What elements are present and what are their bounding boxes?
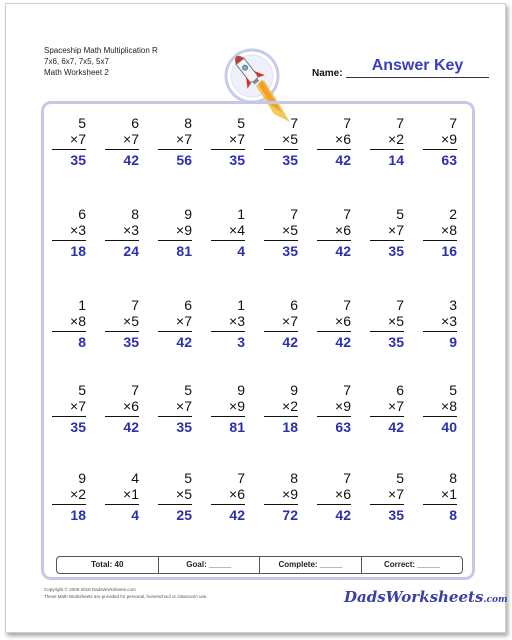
- answer: 3: [237, 334, 245, 350]
- multiplier: ×3: [229, 313, 245, 329]
- total-cell: Total: 40: [91, 560, 124, 569]
- multiplicand: 6: [396, 382, 404, 398]
- score-bar: [56, 556, 463, 574]
- problem-rule: [423, 331, 457, 332]
- answer: 63: [441, 152, 457, 168]
- answer: 35: [388, 243, 404, 259]
- multiplicand: 7: [396, 115, 404, 131]
- multiplier: ×7: [123, 131, 139, 147]
- problem-row: [46, 298, 470, 358]
- multiplicand: 2: [449, 206, 457, 222]
- problem-rule: [264, 504, 298, 505]
- answer: 25: [176, 507, 192, 523]
- multiplicand: 1: [237, 206, 245, 222]
- logo-suffix: .com: [483, 595, 508, 605]
- multiplier: ×5: [176, 486, 192, 502]
- problem-rule: [158, 504, 192, 505]
- problem-row: [46, 207, 470, 267]
- multiplicand: 5: [184, 382, 192, 398]
- problem-rule: [317, 416, 351, 417]
- multiplicand: 5: [396, 470, 404, 486]
- problem-rule: [211, 149, 245, 150]
- answer: 42: [176, 334, 192, 350]
- answer: 18: [70, 507, 86, 523]
- multiplicand: 8: [131, 206, 139, 222]
- multiplier: ×2: [70, 486, 86, 502]
- multiplicand: 8: [449, 470, 457, 486]
- multiplier: ×9: [176, 222, 192, 238]
- copyright-line: Copyright © 2008-2018 DadsWorksheets.com: [44, 587, 136, 592]
- multiplier: ×8: [441, 398, 457, 414]
- multiplier: ×3: [441, 313, 457, 329]
- answer: 18: [70, 243, 86, 259]
- problem-rule: [105, 331, 139, 332]
- answer: 35: [176, 419, 192, 435]
- problem-rule: [423, 240, 457, 241]
- problem-rule: [52, 416, 86, 417]
- answer: 14: [388, 152, 404, 168]
- answer: 8: [78, 334, 86, 350]
- problem-rule: [370, 240, 404, 241]
- problem-rule: [264, 416, 298, 417]
- problem-rule: [52, 149, 86, 150]
- multiplier: ×6: [335, 313, 351, 329]
- worksheet-facts: 7x6, 6x7, 7x5, 5x7: [44, 57, 109, 66]
- answer: 24: [123, 243, 139, 259]
- answer: 35: [282, 243, 298, 259]
- problem-rule: [52, 331, 86, 332]
- problem-row: [46, 116, 470, 176]
- multiplicand: 7: [290, 206, 298, 222]
- goal-cell: Goal: _____: [158, 557, 260, 573]
- multiplier: ×3: [123, 222, 139, 238]
- multiplier: ×9: [335, 398, 351, 414]
- problem-row: [46, 471, 470, 531]
- answer: 42: [229, 507, 245, 523]
- answer: 56: [176, 152, 192, 168]
- problem-rule: [52, 240, 86, 241]
- problem-rule: [158, 416, 192, 417]
- worksheet-page: [5, 3, 506, 633]
- multiplicand: 5: [78, 382, 86, 398]
- answer: 35: [70, 419, 86, 435]
- problem-rule: [317, 240, 351, 241]
- multiplicand: 7: [237, 470, 245, 486]
- problem-rule: [158, 240, 192, 241]
- problem-rule: [158, 331, 192, 332]
- multiplicand: 7: [449, 115, 457, 131]
- multiplier: ×7: [176, 398, 192, 414]
- problem-rule: [105, 416, 139, 417]
- multiplier: ×8: [70, 313, 86, 329]
- multiplier: ×9: [229, 398, 245, 414]
- problem-rule: [370, 149, 404, 150]
- multiplier: ×7: [176, 313, 192, 329]
- answer: 42: [335, 243, 351, 259]
- multiplier: ×3: [70, 222, 86, 238]
- multiplicand: 7: [343, 382, 351, 398]
- problem-rule: [317, 504, 351, 505]
- multiplier: ×7: [388, 398, 404, 414]
- problem-rule: [264, 331, 298, 332]
- problem-rule: [423, 149, 457, 150]
- answer: 42: [388, 419, 404, 435]
- problem-rule: [317, 149, 351, 150]
- answer: 42: [123, 152, 139, 168]
- worksheet-subtitle: Math Worksheet 2: [44, 68, 109, 77]
- usage-note: These Math Worksheets are provided for personal, homeschool or classroom use.: [44, 594, 208, 599]
- multiplicand: 5: [78, 115, 86, 131]
- answer: 35: [70, 152, 86, 168]
- multiplicand: 9: [290, 382, 298, 398]
- multiplier: ×9: [282, 486, 298, 502]
- problem-row: [46, 383, 470, 443]
- problem-rule: [370, 331, 404, 332]
- answer: 35: [123, 334, 139, 350]
- multiplier: ×5: [282, 131, 298, 147]
- problem-rule: [105, 240, 139, 241]
- answer: 42: [123, 419, 139, 435]
- problem-rule: [423, 504, 457, 505]
- problem-rule: [264, 240, 298, 241]
- multiplicand: 7: [290, 115, 298, 131]
- name-field-line: [346, 77, 489, 78]
- problem-rule: [52, 504, 86, 505]
- answer: 16: [441, 243, 457, 259]
- multiplicand: 7: [343, 115, 351, 131]
- multiplicand: 7: [131, 382, 139, 398]
- answer: 35: [282, 152, 298, 168]
- multiplicand: 7: [131, 297, 139, 313]
- problem-rule: [317, 331, 351, 332]
- answer: 9: [449, 334, 457, 350]
- multiplier: ×5: [388, 313, 404, 329]
- answer: 42: [335, 334, 351, 350]
- problem-rule: [211, 416, 245, 417]
- multiplier: ×8: [441, 222, 457, 238]
- multiplier: ×7: [70, 131, 86, 147]
- multiplier: ×7: [388, 222, 404, 238]
- answer: 4: [237, 243, 245, 259]
- problem-rule: [370, 504, 404, 505]
- answer: 35: [388, 507, 404, 523]
- answer: 40: [441, 419, 457, 435]
- problem-rule: [158, 149, 192, 150]
- multiplicand: 5: [396, 206, 404, 222]
- dadsworksheets-logo: [344, 588, 508, 606]
- problem-rule: [211, 240, 245, 241]
- multiplier: ×6: [123, 398, 139, 414]
- answer: 81: [176, 243, 192, 259]
- multiplicand: 7: [343, 206, 351, 222]
- multiplicand: 9: [184, 206, 192, 222]
- multiplicand: 7: [343, 297, 351, 313]
- multiplicand: 7: [343, 470, 351, 486]
- answer: 42: [335, 507, 351, 523]
- answer: 63: [335, 419, 351, 435]
- answer: 42: [282, 334, 298, 350]
- multiplier: ×1: [123, 486, 139, 502]
- multiplier: ×7: [229, 131, 245, 147]
- name-label: Name:: [312, 68, 343, 79]
- multiplicand: 5: [449, 382, 457, 398]
- problem-rule: [211, 331, 245, 332]
- multiplier: ×1: [441, 486, 457, 502]
- answer: 81: [229, 419, 245, 435]
- answer: 72: [282, 507, 298, 523]
- answer: 42: [335, 152, 351, 168]
- answer: 18: [282, 419, 298, 435]
- multiplier: ×7: [388, 486, 404, 502]
- multiplier: ×6: [229, 486, 245, 502]
- complete-cell: Complete: _____: [259, 557, 361, 573]
- multiplier: ×5: [282, 222, 298, 238]
- multiplier: ×9: [441, 131, 457, 147]
- multiplicand: 9: [237, 382, 245, 398]
- multiplicand: 1: [78, 297, 86, 313]
- problem-rule: [423, 416, 457, 417]
- multiplicand: 6: [184, 297, 192, 313]
- multiplicand: 6: [78, 206, 86, 222]
- multiplier: ×7: [176, 131, 192, 147]
- problem-rule: [105, 149, 139, 150]
- multiplier: ×2: [282, 398, 298, 414]
- logo-text: DadsWorksheets: [344, 588, 484, 606]
- multiplicand: 8: [184, 115, 192, 131]
- worksheet-title: Spaceship Math Multiplication R: [44, 46, 158, 55]
- problem-rule: [264, 149, 298, 150]
- answer-key-title: Answer Key: [371, 57, 464, 74]
- multiplicand: 9: [78, 470, 86, 486]
- multiplicand: 1: [237, 297, 245, 313]
- answer: 35: [229, 152, 245, 168]
- multiplier: ×4: [229, 222, 245, 238]
- correct-cell: Correct: _____: [361, 557, 463, 573]
- multiplicand: 8: [290, 470, 298, 486]
- multiplier: ×6: [335, 131, 351, 147]
- multiplier: ×6: [335, 222, 351, 238]
- multiplicand: 6: [290, 297, 298, 313]
- answer: 35: [388, 334, 404, 350]
- multiplicand: 5: [184, 470, 192, 486]
- problem-rule: [105, 504, 139, 505]
- multiplier: ×7: [282, 313, 298, 329]
- problem-rule: [211, 504, 245, 505]
- multiplicand: 6: [131, 115, 139, 131]
- multiplier: ×5: [123, 313, 139, 329]
- answer: 4: [131, 507, 139, 523]
- multiplicand: 3: [449, 297, 457, 313]
- multiplier: ×2: [388, 131, 404, 147]
- problem-rule: [370, 416, 404, 417]
- multiplicand: 5: [237, 115, 245, 131]
- multiplicand: 7: [396, 297, 404, 313]
- multiplicand: 4: [131, 470, 139, 486]
- multiplier: ×6: [335, 486, 351, 502]
- answer: 8: [449, 507, 457, 523]
- multiplier: ×7: [70, 398, 86, 414]
